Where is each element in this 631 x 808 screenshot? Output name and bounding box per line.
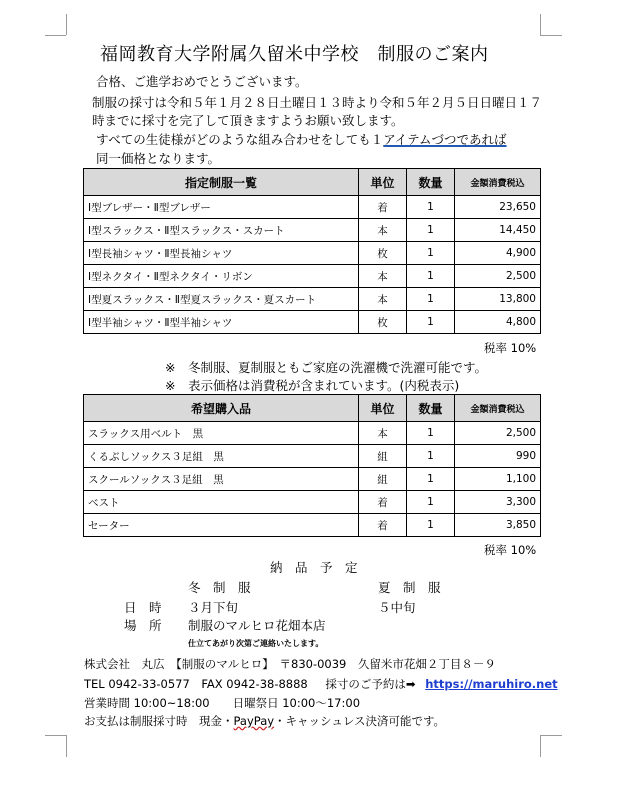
column-header: 金額消費税込 — [455, 395, 541, 422]
column-header: 指定制服一覧 — [84, 169, 359, 196]
item-unit: 組 — [359, 445, 407, 468]
delivery-heading: 納 品 予 定 — [270, 560, 358, 575]
place-label: 場 所 — [124, 618, 162, 633]
table-row — [84, 491, 541, 514]
item-name: Ⅰ型夏スラックス・Ⅱ型夏スラックス・夏スカート — [84, 288, 359, 311]
item-price: 4,900 — [455, 242, 541, 265]
item-qty: 1 — [407, 468, 455, 491]
crop-mark — [45, 735, 66, 736]
intro-line: 同一価格となります。 — [96, 151, 221, 166]
item-unit: 本 — [359, 219, 407, 242]
intro-line: 時までに採寸を完了して頂きますようお願い致します。 — [92, 113, 404, 128]
table-row — [84, 468, 541, 491]
website-link[interactable]: https://maruhiro.net — [425, 677, 558, 691]
item-unit: 着 — [359, 196, 407, 219]
winter-date: ３月下旬 — [188, 600, 239, 615]
item-name: Ⅰ型ネクタイ・Ⅱ型ネクタイ・リボン — [84, 265, 359, 288]
item-unit: 本 — [359, 265, 407, 288]
item-qty: 1 — [407, 265, 455, 288]
item-unit: 本 — [359, 288, 407, 311]
tax-note: 税率 10% — [484, 341, 537, 355]
intro-line — [96, 130, 507, 148]
item-price: 2,500 — [455, 265, 541, 288]
table-row — [84, 242, 541, 265]
column-header: 数量 — [407, 169, 455, 196]
crop-mark — [66, 14, 67, 35]
item-name: Ⅰ型半袖シャツ・Ⅱ型半袖シャツ — [84, 311, 359, 334]
table-row — [84, 219, 541, 242]
intro-text: すべての生徒様がどのような組み合わせをしても１ — [96, 132, 384, 147]
column-header: 単位 — [359, 169, 407, 196]
item-price: 990 — [455, 445, 541, 468]
table-header-row — [84, 395, 541, 422]
note-line: ※ 表示価格は消費税が含まれています。(内税表示) — [165, 378, 460, 393]
item-price: 2,500 — [455, 422, 541, 445]
column-header: 単位 — [359, 395, 407, 422]
item-name: セーター — [84, 514, 359, 537]
company-info: 株式会社 丸広 【制服のマルヒロ】 〒830-0039 久留米市花畑２丁目８－９ — [84, 657, 496, 671]
intro-line: 制服の採寸は令和５年１月２８日土曜日１３時より令和５年２月５日日曜日１７ — [92, 95, 543, 110]
item-name: スクールソックス３足組 黒 — [84, 468, 359, 491]
reserve-label: 採寸のご予約は➡ — [325, 677, 416, 691]
item-price: 3,300 — [455, 491, 541, 514]
business-hours: 営業時間 10:00~18:00 日曜祭日 10:00～17:00 — [84, 696, 361, 710]
item-qty: 1 — [407, 288, 455, 311]
table-row — [84, 196, 541, 219]
summer-date: ５中旬 — [378, 600, 416, 615]
crop-mark — [45, 35, 66, 36]
item-name: Ⅰ型長袖シャツ・Ⅱ型長袖シャツ — [84, 242, 359, 265]
crop-mark — [540, 735, 562, 736]
column-header: 数量 — [407, 395, 455, 422]
summer-uniform-label: 夏 制 服 — [378, 580, 441, 595]
contact-line — [84, 676, 558, 692]
item-name: Ⅰ型スラックス・Ⅱ型スラックス・スカート — [84, 219, 359, 242]
payment-text: ・キャッシュレス決済可能です。 — [274, 714, 446, 728]
item-unit: 組 — [359, 468, 407, 491]
tax-note: 税率 10% — [484, 543, 537, 557]
crop-mark — [66, 735, 67, 757]
item-name: スラックス用ベルト 黒 — [84, 422, 359, 445]
table-row — [84, 422, 541, 445]
intro-line: 合格、ご進学おめでとうございます。 — [96, 74, 308, 89]
table-row — [84, 265, 541, 288]
table-row — [84, 445, 541, 468]
item-qty: 1 — [407, 242, 455, 265]
place-value: 制服のマルヒロ花畑本店 — [188, 618, 326, 633]
item-qty: 1 — [407, 196, 455, 219]
column-header: 希望購入品 — [84, 395, 359, 422]
crop-mark — [540, 35, 562, 36]
item-price: 3,850 — [455, 514, 541, 537]
item-qty: 1 — [407, 311, 455, 334]
item-price: 13,800 — [455, 288, 541, 311]
crop-mark — [540, 14, 541, 35]
item-unit: 枚 — [359, 242, 407, 265]
crop-mark — [540, 735, 541, 757]
item-price: 14,450 — [455, 219, 541, 242]
item-name: くるぶしソックス３足組 黒 — [84, 445, 359, 468]
intro-underlined-text: アイテムづつであれば — [383, 132, 507, 147]
item-qty: 1 — [407, 491, 455, 514]
item-qty: 1 — [407, 514, 455, 537]
item-unit: 枚 — [359, 311, 407, 334]
item-qty: 1 — [407, 422, 455, 445]
item-unit: 着 — [359, 491, 407, 514]
item-qty: 1 — [407, 219, 455, 242]
table-header-row — [84, 169, 541, 196]
item-price: 1,100 — [455, 468, 541, 491]
delivery-small-note: 仕立てあがり次第ご連絡いたします。 — [188, 639, 324, 648]
tel-fax: TEL 0942-33-0577 FAX 0942-38-8888 — [84, 677, 308, 691]
note-line: ※ 冬制服、夏制服ともご家庭の洗濯機で洗濯可能です。 — [165, 360, 487, 375]
optional-items-table — [83, 394, 541, 537]
page-title: 福岡教育大学附属久留米中学校 制服のご案内 — [100, 44, 489, 65]
payment-text: お支払は制服採寸時 現金・ — [84, 714, 234, 728]
item-unit: 着 — [359, 514, 407, 537]
column-header: 金額消費税込 — [455, 169, 541, 196]
payment-info — [84, 713, 445, 729]
date-label: 日 時 — [124, 600, 162, 615]
uniform-price-table — [83, 168, 541, 334]
item-unit: 本 — [359, 422, 407, 445]
winter-uniform-label: 冬 制 服 — [188, 580, 251, 595]
paypay-text: PayPay — [233, 714, 275, 728]
table-row — [84, 311, 541, 334]
table-row — [84, 514, 541, 537]
item-name: Ⅰ型ブレザー・Ⅱ型ブレザー — [84, 196, 359, 219]
table-row — [84, 288, 541, 311]
item-qty: 1 — [407, 445, 455, 468]
item-name: ベスト — [84, 491, 359, 514]
item-price: 4,800 — [455, 311, 541, 334]
item-price: 23,650 — [455, 196, 541, 219]
